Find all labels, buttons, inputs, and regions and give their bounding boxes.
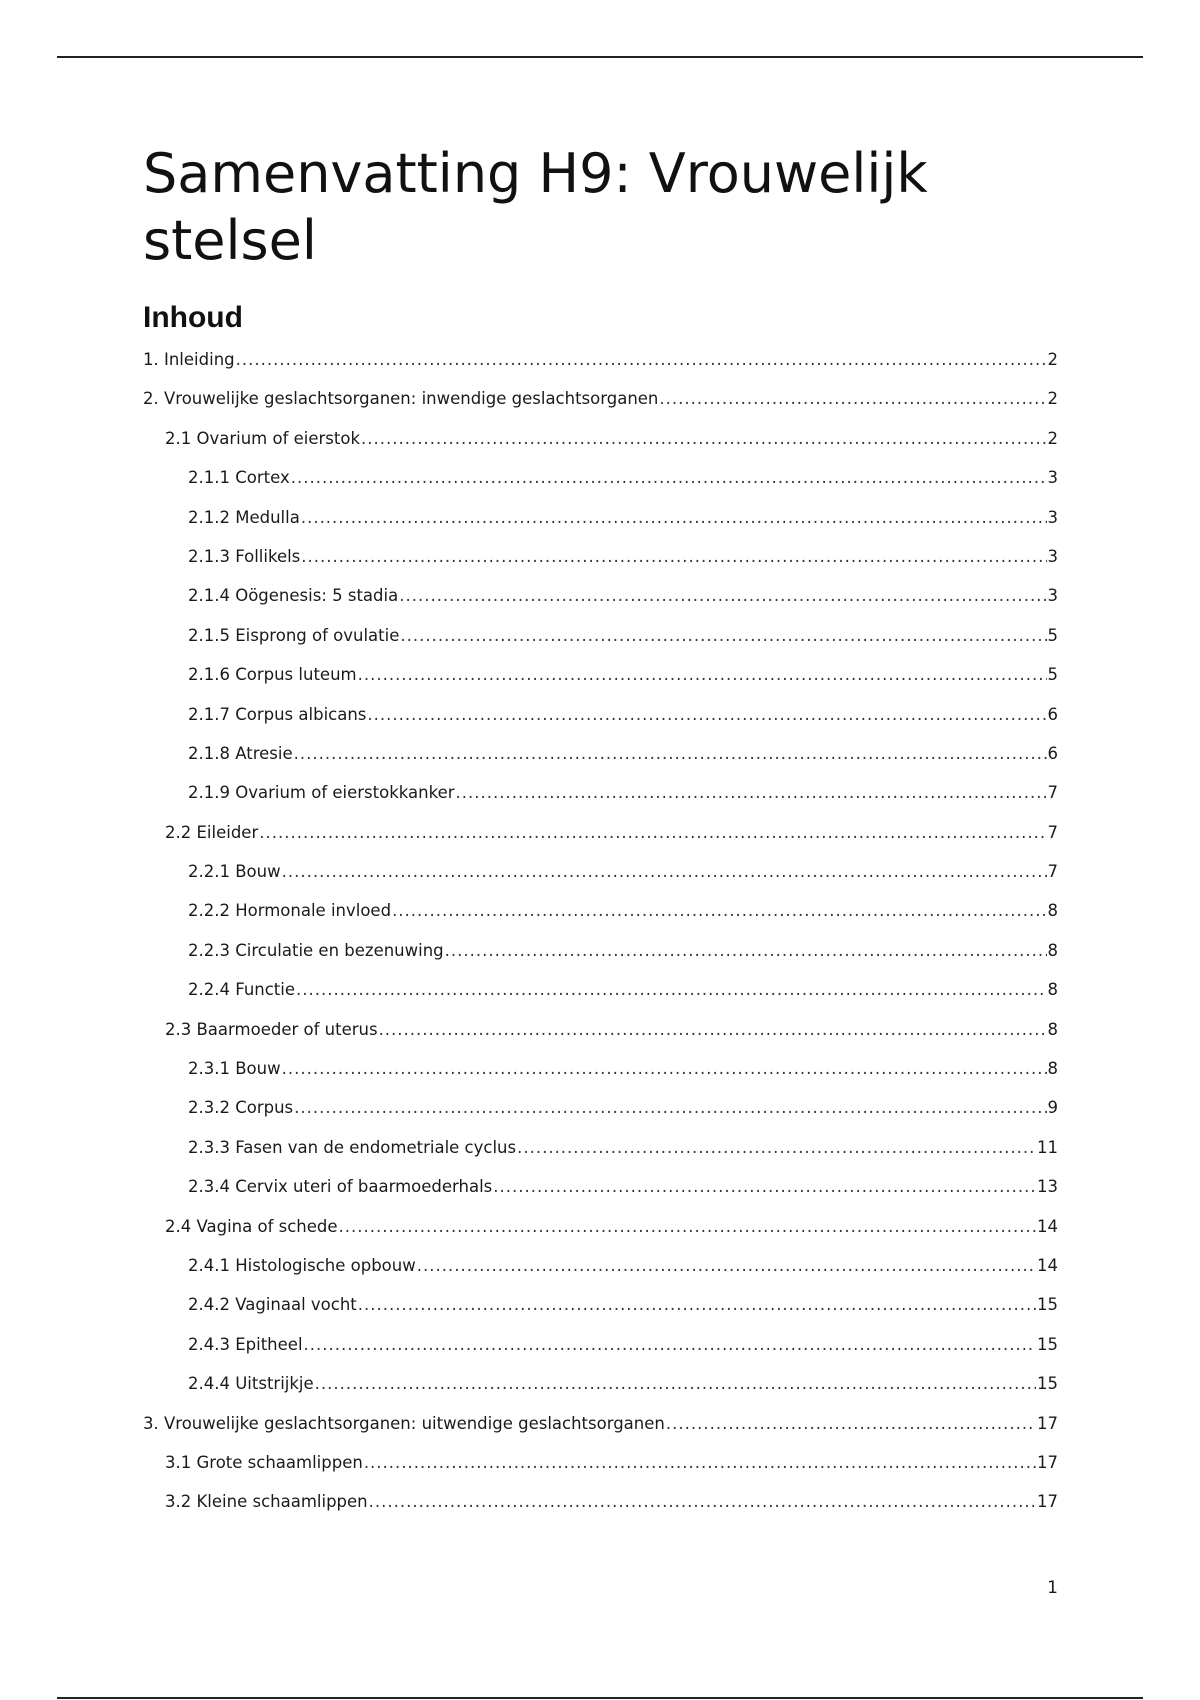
toc-entry[interactable] xyxy=(143,862,1058,901)
toc-dot-leader xyxy=(364,1453,1036,1472)
toc-dot-leader xyxy=(282,1059,1047,1078)
toc-dot-leader xyxy=(399,586,1046,605)
toc-entry[interactable] xyxy=(143,547,1058,586)
toc-entry[interactable] xyxy=(143,744,1058,783)
toc-entry[interactable] xyxy=(143,508,1058,547)
toc-entry-label: 2.3.4 Cervix uteri of baarmoederhals xyxy=(188,1177,493,1197)
toc-entry[interactable] xyxy=(143,1177,1058,1216)
toc-entry[interactable] xyxy=(143,1374,1058,1413)
toc-entry-label: 1. Inleiding xyxy=(143,350,235,369)
toc-dot-leader xyxy=(445,941,1047,960)
toc-entry-label: 2.4 Vagina of schede xyxy=(165,1216,338,1236)
toc-dot-leader xyxy=(517,1138,1036,1157)
toc-entry-page-number: 5 xyxy=(1047,665,1058,685)
toc-entry-label: 2.1.7 Corpus albicans xyxy=(188,704,367,724)
table-of-contents xyxy=(143,350,1058,1532)
toc-entry[interactable] xyxy=(143,468,1058,507)
toc-entry-page-number: 6 xyxy=(1047,743,1058,763)
toc-entry-page-number: 8 xyxy=(1047,980,1058,1000)
toc-entry[interactable] xyxy=(143,665,1058,704)
toc-entry[interactable] xyxy=(143,389,1058,428)
page-title: Samenvatting H9: Vrouwelijk stelsel xyxy=(143,142,928,272)
toc-entry-label: 2.1 Ovarium of eierstok xyxy=(165,428,361,448)
toc-entry[interactable] xyxy=(143,1492,1058,1531)
toc-entry-page-number: 15 xyxy=(1037,1295,1058,1315)
toc-dot-leader xyxy=(294,744,1047,763)
toc-entry[interactable] xyxy=(143,1335,1058,1374)
toc-dot-leader xyxy=(236,350,1047,369)
toc-entry-page-number: 9 xyxy=(1047,1098,1058,1118)
toc-entry-page-number: 17 xyxy=(1037,1452,1058,1472)
toc-dot-leader xyxy=(493,1177,1036,1196)
toc-dot-leader xyxy=(304,1335,1036,1354)
toc-dot-leader xyxy=(367,705,1046,724)
toc-entry-label: 2.1.3 Follikels xyxy=(188,546,301,566)
toc-entry[interactable] xyxy=(143,1138,1058,1177)
toc-entry-label: 2.1.2 Medulla xyxy=(188,507,300,527)
toc-entry-label: 2.2.4 Functie xyxy=(188,980,296,1000)
toc-entry-label: 2.1.6 Corpus luteum xyxy=(188,665,357,685)
toc-entry[interactable] xyxy=(143,1256,1058,1295)
toc-dot-leader xyxy=(417,1256,1036,1275)
toc-entry[interactable] xyxy=(143,1217,1058,1256)
toc-dot-leader xyxy=(315,1374,1036,1393)
toc-entry-label: 2.1.9 Ovarium of eierstokkanker xyxy=(188,783,455,803)
toc-entry-page-number: 8 xyxy=(1047,940,1058,960)
toc-entry-label: 2.2.1 Bouw xyxy=(188,862,281,882)
toc-entry-label: 2.4.2 Vaginaal vocht xyxy=(188,1295,357,1315)
toc-dot-leader xyxy=(296,980,1046,999)
toc-entry-label: 2.2.3 Circulatie en bezenuwing xyxy=(188,940,444,960)
toc-entry-page-number: 3 xyxy=(1047,507,1058,527)
toc-entry-page-number: 14 xyxy=(1037,1255,1058,1275)
toc-entry[interactable] xyxy=(143,1295,1058,1334)
toc-entry-label: 2.3 Baarmoeder of uterus xyxy=(165,1019,378,1039)
toc-dot-leader xyxy=(358,665,1047,684)
toc-entry-label: 2.4.3 Epitheel xyxy=(188,1334,303,1354)
toc-entry[interactable] xyxy=(143,980,1058,1019)
toc-entry-page-number: 5 xyxy=(1047,625,1058,645)
toc-dot-leader xyxy=(339,1217,1036,1236)
toc-entry-label: 2.2.2 Hormonale invloed xyxy=(188,901,392,921)
toc-entry[interactable] xyxy=(143,823,1058,862)
toc-entry[interactable] xyxy=(143,1020,1058,1059)
toc-entry-label: 2.3.1 Bouw xyxy=(188,1059,281,1079)
toc-entry[interactable] xyxy=(143,783,1058,822)
toc-dot-leader xyxy=(392,901,1046,920)
toc-dot-leader xyxy=(361,429,1046,448)
toc-entry-label: 3.1 Grote schaamlippen xyxy=(165,1452,363,1472)
toc-dot-leader xyxy=(369,1492,1036,1511)
toc-entry-page-number: 11 xyxy=(1037,1137,1058,1157)
toc-entry-page-number: 6 xyxy=(1047,704,1058,724)
toc-dot-leader xyxy=(259,823,1046,842)
toc-dot-leader xyxy=(358,1295,1036,1314)
toc-entry-label: 2. Vrouwelijke geslachtsorganen: inwendige geslachtsorganen xyxy=(143,389,659,409)
toc-entry-page-number: 15 xyxy=(1037,1334,1058,1354)
toc-entry-page-number: 7 xyxy=(1047,822,1058,842)
toc-entry-label: 3. Vrouwelijke geslachtsorganen: uitwendige geslachtsorganen xyxy=(143,1413,665,1433)
toc-dot-leader xyxy=(301,547,1046,566)
toc-dot-leader xyxy=(294,1098,1046,1117)
toc-entry-label: 2.2 Eileider xyxy=(165,822,259,842)
toc-entry-label: 2.1.4 Oögenesis: 5 stadia xyxy=(188,586,399,606)
toc-dot-leader xyxy=(282,862,1047,881)
toc-entry[interactable] xyxy=(143,429,1058,468)
toc-entry[interactable] xyxy=(143,705,1058,744)
toc-entry-page-number: 15 xyxy=(1037,1374,1058,1394)
toc-dot-leader xyxy=(659,389,1046,408)
toc-entry[interactable] xyxy=(143,350,1058,389)
toc-entry-page-number: 3 xyxy=(1047,546,1058,566)
toc-entry[interactable] xyxy=(143,586,1058,625)
header-rule xyxy=(57,56,1143,58)
toc-dot-leader xyxy=(400,626,1046,645)
toc-entry-page-number: 3 xyxy=(1047,586,1058,606)
toc-entry-page-number: 17 xyxy=(1037,1413,1058,1433)
toc-dot-leader xyxy=(291,468,1047,487)
toc-dot-leader xyxy=(301,508,1047,527)
toc-entry[interactable] xyxy=(143,1453,1058,1492)
toc-entry-page-number: 8 xyxy=(1047,1059,1058,1079)
toc-entry-label: 2.1.1 Cortex xyxy=(188,468,290,488)
toc-entry-page-number: 7 xyxy=(1047,783,1058,803)
footer-rule xyxy=(57,1697,1143,1699)
toc-dot-leader xyxy=(666,1414,1036,1433)
toc-entry-label: 2.4.4 Uitstrijkje xyxy=(188,1374,314,1394)
toc-entry[interactable] xyxy=(143,1098,1058,1137)
toc-entry-page-number: 2 xyxy=(1047,350,1058,369)
toc-entry-label: 3.2 Kleine schaamlippen xyxy=(165,1492,368,1512)
toc-entry-label: 2.1.5 Eisprong of ovulatie xyxy=(188,625,400,645)
toc-entry[interactable] xyxy=(143,941,1058,980)
toc-entry-page-number: 3 xyxy=(1047,468,1058,488)
toc-entry[interactable] xyxy=(143,901,1058,940)
toc-dot-leader xyxy=(456,783,1047,802)
toc-entry[interactable] xyxy=(143,1059,1058,1098)
toc-entry-page-number: 14 xyxy=(1037,1216,1058,1236)
toc-entry-label: 2.3.3 Fasen van de endometriale cyclus xyxy=(188,1137,517,1157)
toc-entry-label: 2.4.1 Histologische opbouw xyxy=(188,1255,416,1275)
toc-entry-label: 2.3.2 Corpus xyxy=(188,1098,294,1118)
page-number: 1 xyxy=(1047,1578,1058,1598)
toc-entry-page-number: 2 xyxy=(1047,389,1058,409)
toc-entry-page-number: 2 xyxy=(1047,428,1058,448)
toc-entry-page-number: 7 xyxy=(1047,862,1058,882)
toc-entry-page-number: 13 xyxy=(1037,1177,1058,1197)
toc-entry[interactable] xyxy=(143,1414,1058,1453)
toc-entry-label: 2.1.8 Atresie xyxy=(188,743,293,763)
toc-entry-page-number: 17 xyxy=(1037,1492,1058,1512)
toc-dot-leader xyxy=(379,1020,1047,1039)
toc-heading: Inhoud xyxy=(143,301,243,334)
toc-entry-page-number: 8 xyxy=(1047,1019,1058,1039)
toc-entry-page-number: 8 xyxy=(1047,901,1058,921)
toc-entry[interactable] xyxy=(143,626,1058,665)
